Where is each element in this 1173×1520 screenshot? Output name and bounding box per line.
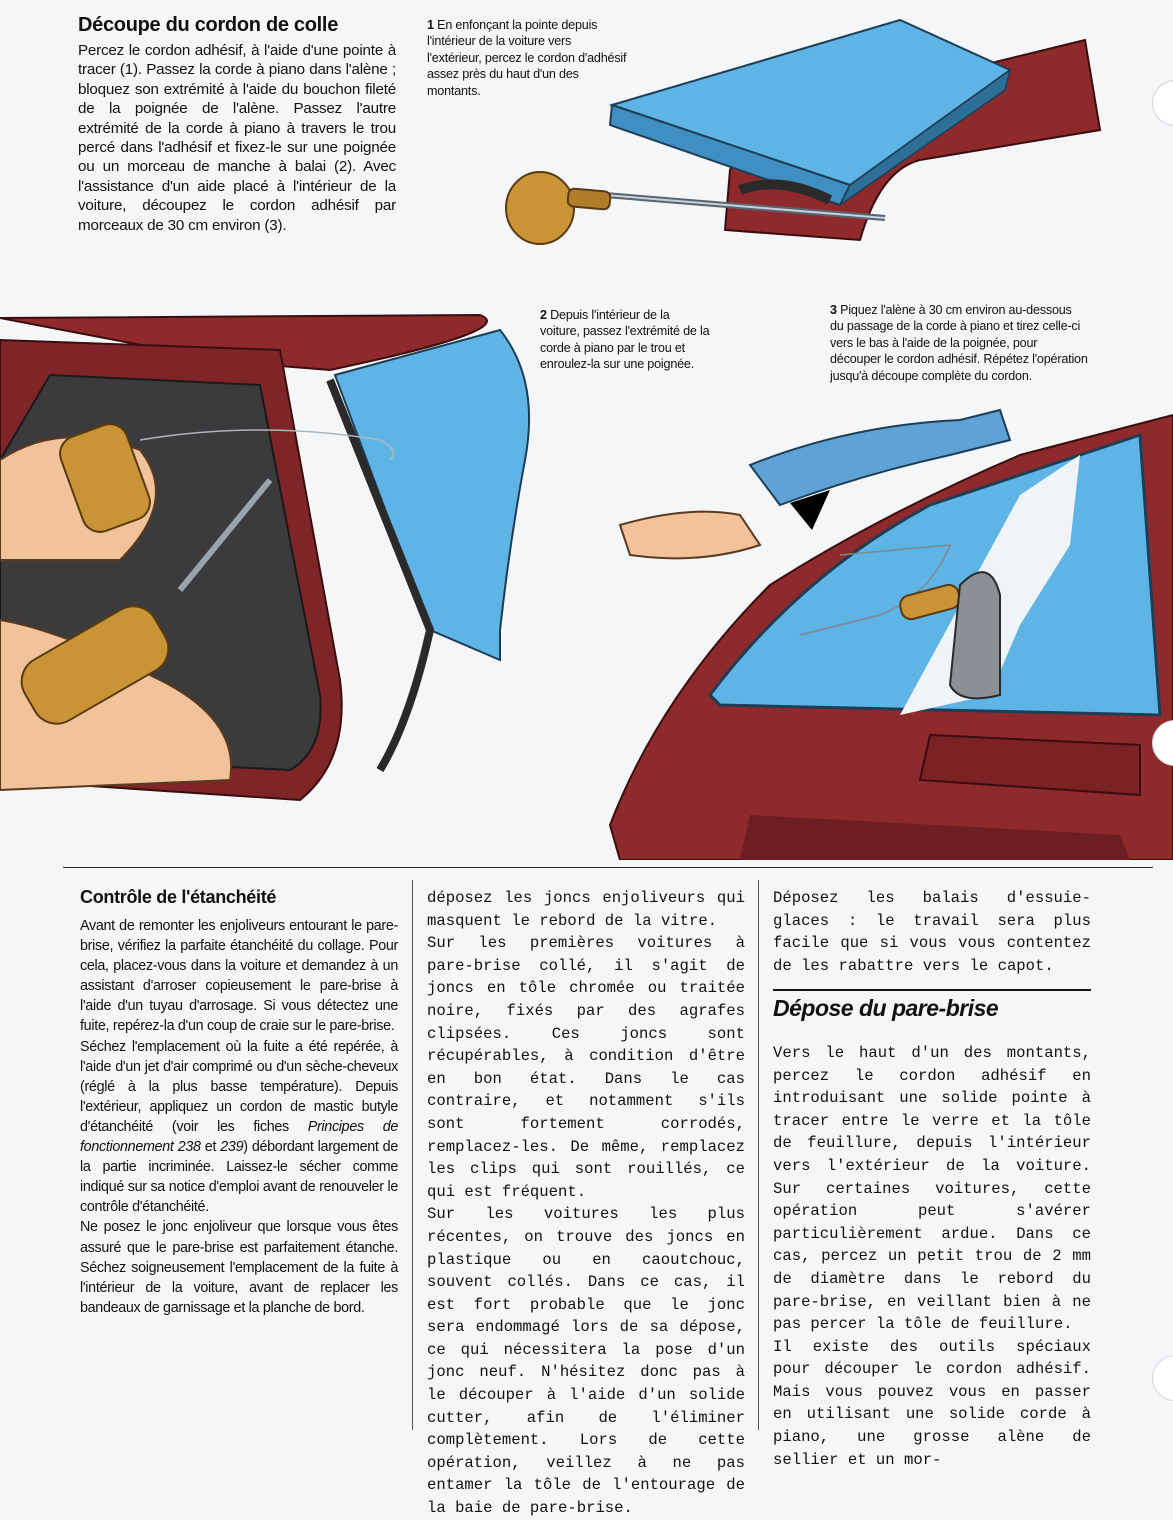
col1-para: Avant de remonter les enjoliveurs entourant le pare-brise, vérifiez la parfaite étanchéité du collage. Pour cela, placez-vous dans la voiture et demandez à un assistant d'arroser copieusement le pare-brise à l'aide d'un tuyau d'arrosage. Si vous détectez une fuite, repérez-la d'un coup de craie sur le pare-brise.	[80, 918, 398, 1035]
col2-para: déposez les joncs enjoliveurs qui masquent le rebord de la vitre.	[427, 889, 745, 930]
col3-para: Il existe des outils spéciaux pour découper le cordon adhésif. Mais vous pouvez vous en passer en utilisant une solide corde à piano, une grosse alène de sellier et un mor-	[773, 1337, 1091, 1469]
col1-title: Contrôle de l'étanchéité	[80, 887, 277, 907]
illustration-exterior-cutting	[600, 395, 1173, 860]
column-joncs	[427, 887, 745, 1520]
intro-block	[78, 14, 396, 235]
section-rule	[773, 989, 1091, 991]
column-etancheite	[80, 887, 398, 1318]
caption-1: 1 En enfonçant la pointe depuis l'intérieur de la voiture vers l'extérieur, percez le cordon d'adhésif assez près du haut d'un des montants.	[427, 18, 627, 98]
section-title: Dépose du pare-brise	[773, 995, 999, 1022]
col2-para: Sur les premières voitures à pare-brise collé, il s'agit de joncs en tôle chromée ou traitée noire, fixés par des agrafes clipsées. Ces joncs sont récupérables, à condition d'être en bon état. Dans le cas contraire, et notamment s'ils sont fortement corrodés, remplacez-les. De même, remplacez les clips qui sont rouillés, ce qui est fréquent.	[427, 934, 745, 1201]
section-divider	[63, 867, 1153, 868]
caption-3: 3 Piquez l'alène à 30 cm environ au-dessous du passage de la corde à piano et tirez celle-ci vers le bas à l'aide de la poignée, pour découper le cordon adhésif. Répétez l'opération jusqu'à découpe complète du cordon.	[830, 303, 1088, 383]
col2-para: Sur les voitures les plus récentes, on trouve des joncs en plastique ou en caoutchouc, souvent collés. Dans ce cas, il est fort probable que le jonc sera endommagé lors de sa dépose, ce qui nécessitera la pose d'un jonc neuf. N'hésitez donc pas à le découper à l'aide d'un solide cutter, afin de l'éliminer complètement. Lors de cette opération, veillez à ne pas entamer la tôle de l'entourage de la baie de pare-brise.	[427, 1205, 745, 1518]
column-depose	[773, 887, 1091, 1471]
column-separator	[412, 880, 413, 1430]
col3-para: Vers le haut d'un des montants, percez le cordon adhésif en introduisant une solide pointe à tracer entre le verre et la tôle de feuillure, depuis l'intérieur vers l'extérieur de la voiture. Sur certaines voitures, cette opération peut s'avérer particulièrement ardue. Dans ce cas, percez un petit trou de 2 mm de diamètre dans le rebord du pare-brise, en veillant bien à ne pas percer la tôle de feuillure.	[773, 1043, 1091, 1334]
punch-hole	[1152, 1355, 1173, 1401]
punch-hole	[1152, 80, 1173, 126]
col3-para: Déposez les balais d'essuie-glaces : le travail sera plus facile que si vous vous contentez de les rabattre vers le capot.	[773, 889, 1091, 975]
intro-body: Percez le cordon adhésif, à l'aide d'une pointe à tracer (1). Passez la corde à piano dans l'alène ; bloquez son extrémité à l'aide du bouchon fileté de la poignée de l'alène. Passez l'autre extrémité de la corde à piano à travers le trou percé dans l'adhésif et fixez-le sur une poignée ou un morceau de manche à balai (2). Avec l'assistance d'un aide placé à l'intérieur de la voiture, découpez le cordon adhésif par morceaux de 30 cm environ (3).	[78, 42, 396, 234]
caption-2: 2 Depuis l'intérieur de la voiture, passez l'extrémité de la corde à piano par le trou et enroulez-la sur une poignée.	[540, 308, 710, 372]
intro-title: Découpe du cordon de colle	[78, 14, 339, 36]
illustration-interior-wire	[0, 300, 600, 845]
column-separator	[758, 880, 759, 1430]
col1-para: Séchez l'emplacement où la fuite a été repérée, à l'aide d'un jet d'air comprimé ou d'un sèche-cheveux (réglé à la plus basse température). Depuis l'extérieur, appliquez un cordon de mastic butyle d'étanchéité (voir les fiches Principes de fonctionnement 238 et 239) débordant largement de la partie incriminée. Laissez-le sécher comme indiqué sur sa notice d'emploi avant de renouveler le contrôle d'étanchéité.	[80, 1038, 398, 1216]
col1-para: Ne posez le jonc enjoliveur que lorsque vous êtes assuré que le pare-brise est parfaitement étanche. Séchez soigneusement l'emplacement de la fuite à l'intérieur de la voiture, avant de replacer les bandeaux de garnissage et la planche de bord.	[80, 1219, 398, 1316]
